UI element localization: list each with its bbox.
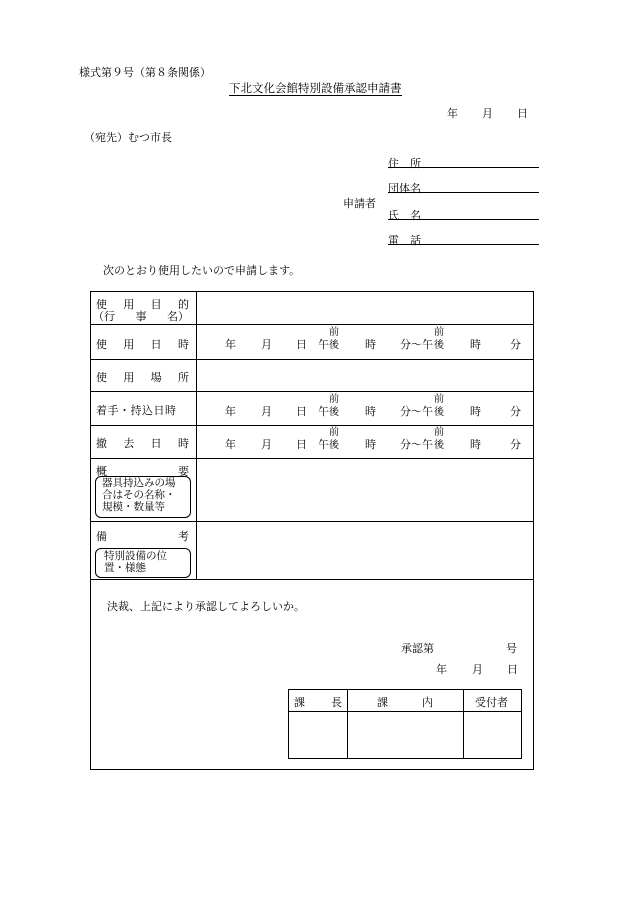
approval-date-year: 年 xyxy=(436,663,447,676)
stamp-header-section-internal: 課 内 xyxy=(377,696,433,709)
stamp-table xyxy=(288,689,522,759)
approval-date-day: 日 xyxy=(507,663,518,676)
group-name-label: 団体名 xyxy=(388,182,421,195)
name-field[interactable] xyxy=(388,219,539,220)
group-name-field[interactable] xyxy=(388,192,539,193)
remarks-input[interactable] xyxy=(197,522,533,578)
phone-label: 電 話 xyxy=(388,234,421,247)
removal-datetime-label: 撤 去 日 時 xyxy=(96,437,189,450)
date-month: 月 xyxy=(482,107,493,120)
use-place-label: 使 用 場 所 xyxy=(96,371,189,384)
applicant-label: 申請者 xyxy=(343,197,376,210)
address-field[interactable] xyxy=(388,167,539,168)
stamp-cell-receiver[interactable] xyxy=(465,712,521,757)
stamp-cell-section-chief[interactable] xyxy=(290,712,346,757)
purpose-sublabel: （行 事 名） xyxy=(93,310,189,323)
setup-datetime-label: 着手・持込日時 xyxy=(96,404,177,417)
summary-label: 概 要 xyxy=(96,465,189,478)
address-label: 住 所 xyxy=(388,157,421,170)
remarks-note: 特別設備の位 置・様態 xyxy=(104,550,167,574)
phone-field[interactable] xyxy=(388,244,539,245)
intro-text: 次のとおり使用したいので申請します。 xyxy=(103,264,301,277)
removal-datetime-input[interactable]: 年 月 日 午 前 後 時 分 ～ 午 前 後 時 分 xyxy=(225,427,521,451)
approval-number-suffix: 号 xyxy=(506,642,517,655)
approval-text: 決裁、上記により承認してよろしいか。 xyxy=(107,600,305,613)
approval-date-month: 月 xyxy=(472,663,483,676)
summary-input[interactable] xyxy=(197,459,533,520)
stamp-header-section-chief: 課 長 xyxy=(294,696,342,709)
use-datetime-label: 使 用 日 時 xyxy=(96,338,189,351)
summary-note: 器具持込みの場 合はその名称・ 規模・数量等 xyxy=(102,477,176,513)
addressee: （宛先）むつ市長 xyxy=(84,131,172,144)
stamp-cell-section-internal[interactable] xyxy=(349,712,462,757)
use-datetime-input[interactable]: 年 月 日 午 前 後 時 分 ～ 午 前 後 時 分 xyxy=(225,327,521,351)
form-number: 様式第９号（第８条関係） xyxy=(79,66,211,79)
date-day: 日 xyxy=(517,107,528,120)
purpose-label: 使 用 目 的 xyxy=(96,298,189,311)
setup-datetime-input[interactable]: 年 月 日 午 前 後 時 分 ～ 午 前 後 時 分 xyxy=(225,394,521,418)
stamp-header-receiver: 受付者 xyxy=(475,696,508,709)
approval-number-prefix: 承認第 xyxy=(401,642,434,655)
remarks-label: 備 考 xyxy=(96,530,189,543)
name-label: 氏 名 xyxy=(388,209,421,222)
application-table xyxy=(90,291,534,770)
date-year: 年 xyxy=(447,107,458,120)
use-place-input[interactable] xyxy=(197,360,533,390)
page-title: 下北文化会館特別設備承認申請書 xyxy=(229,81,402,95)
purpose-input[interactable] xyxy=(197,293,533,323)
